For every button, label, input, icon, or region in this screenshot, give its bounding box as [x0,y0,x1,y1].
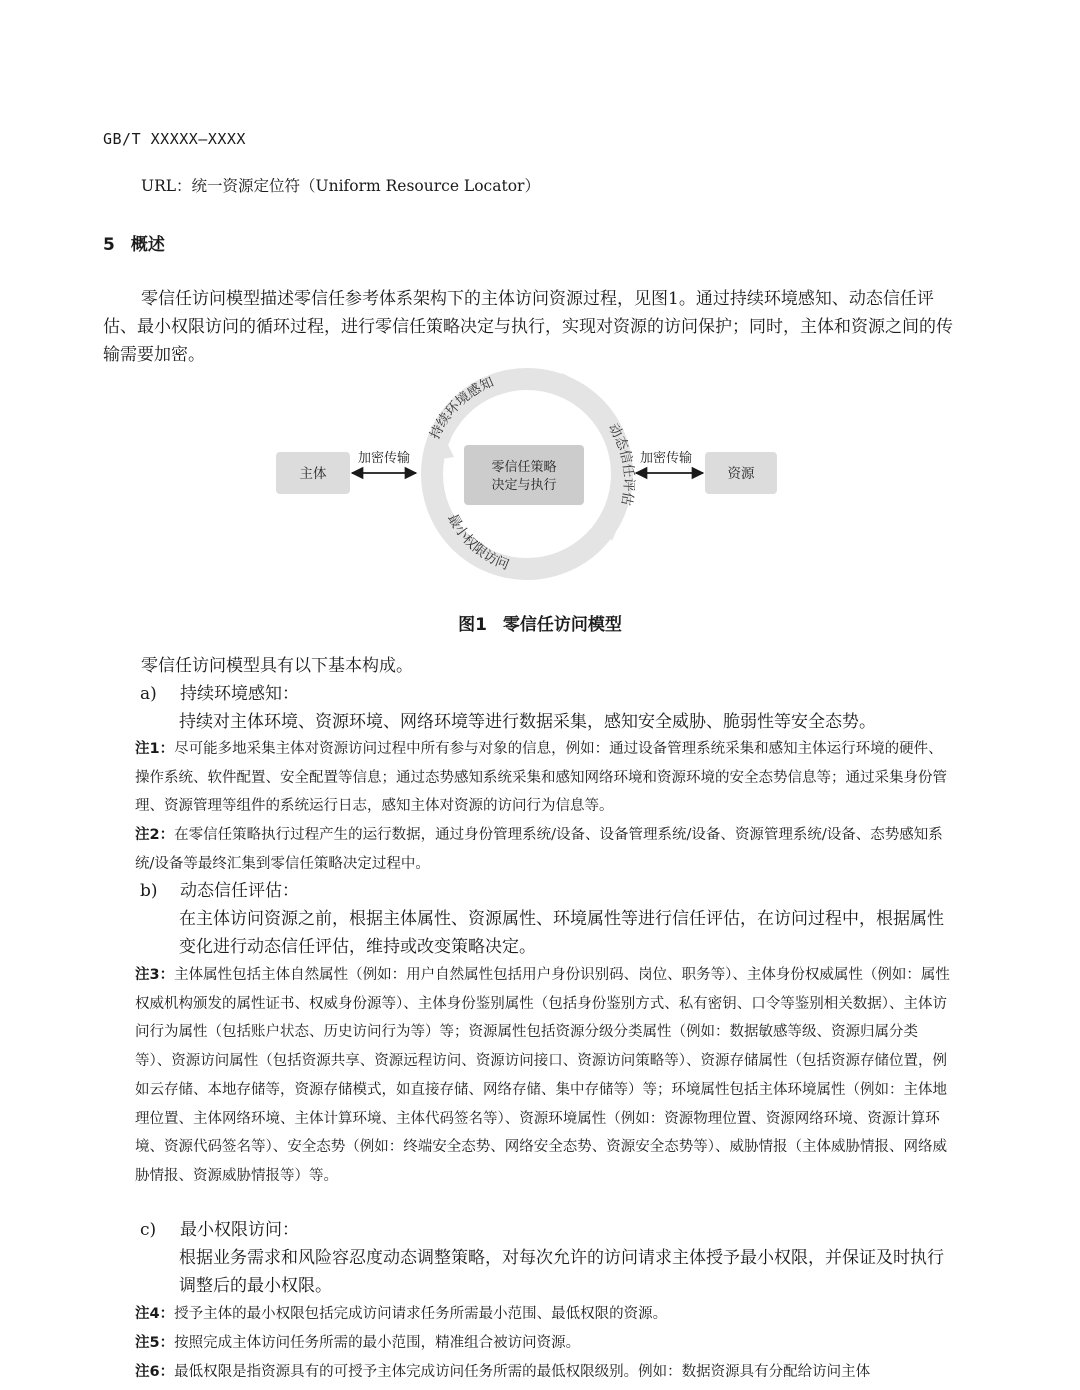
item-c-heading [140,1216,299,1244]
figure-number: 图1 [458,615,487,635]
note-3 [135,961,953,1191]
note-6-text: 最低权限是指资源具有的可授予主体完成访问任务所需的最低权限级别。例如：数据资源具有分配给访问主体 [174,1364,871,1380]
subject-label: 主体 [299,466,327,482]
arc-label-top: 持续环境感知 [426,374,497,442]
note-1-tag: 注1： [135,741,175,757]
url-definition: URL：统一资源定位符（Uniform Resource Locator） [141,177,540,195]
left-link-label: 加密传输 [357,451,411,466]
item-b-mark: b) [140,881,158,901]
item-a-mark: a) [140,684,157,704]
note-2-text: 在零信任策略执行过程产生的运行数据，通过身份管理系统/设备、设备管理系统/设备、资源管理系统/设备、态势感知系统/设备等最终汇集到零信任策略决定过程中。 [135,827,943,872]
item-c-label: 最小权限访问： [180,1220,299,1240]
note-3-tag: 注3： [135,967,175,983]
note-2 [135,821,953,878]
zero-trust-diagram [270,365,790,590]
resource-label: 资源 [727,466,755,482]
item-c-body: 根据业务需求和风险容忍度动态调整策略，对每次允许的访问请求主体授予最小权限，并保证及时执行调整后的最小权限。 [179,1248,944,1296]
arc-label-right: 动态信任评估 [604,420,637,507]
item-b-label: 动态信任评估： [180,881,299,901]
note-1-text: 尽可能多地采集主体对资源访问过程中所有参与对象的信息，例如：通过设备管理系统采集和感知主体运行环境的硬件、操作系统、软件配置、安全配置等信息；通过态势感知系统采集和感知网络环境和资源环境的安全态势信息等；通过采集身份管理、资源管理等组件的系统运行日志，感知主体对资源的访问行为信息等。 [135,741,947,815]
item-a-label: 持续环境感知： [180,684,299,704]
note-4 [135,1300,953,1329]
item-c-mark: c) [140,1220,157,1240]
item-a-body: 持续对主体环境、资源环境、网络环境等进行数据采集，感知安全威胁、脆弱性等安全态势。 [179,712,876,732]
policy-center-line1: 零信任策略 [491,460,557,475]
policy-center-box [464,445,584,505]
section-heading [103,230,165,255]
note-4-tag: 注4： [135,1306,175,1322]
note-6-tag: 注6： [135,1364,175,1380]
note-5 [135,1329,953,1358]
right-link-label: 加密传输 [639,451,693,466]
note-4-text: 授予主体的最小权限包括完成访问请求任务所需最小范围、最低权限的资源。 [174,1306,668,1322]
arc-label-bottom: 最小权限访问 [444,511,512,574]
figure-caption [0,610,1080,635]
note-6 [135,1358,953,1387]
note-2-tag: 注2： [135,827,175,843]
note-5-tag: 注5： [135,1335,175,1351]
lead-sentence: 零信任访问模型具有以下基本构成。 [141,656,413,676]
note-3-text: 主体属性包括主体自然属性（例如：用户自然属性包括用户身份识别码、岗位、职务等）、主体身份权威属性（例如：属性权威机构颁发的属性证书、权威身份源等）、主体身份鉴别属性（包括身份鉴别方式、私有密钥、口令等鉴别相关数据）、主体访问行为属性（包括账户状态、历史访问行为等）等；资源属性包括资源分级分类属性（例如：数据敏感等级、资源归属分类等）、资源访问属性（包括资源共享、资源远程访问、资源访问接口、资源访问策略等）、资源存储属性（包括资源存储位置，例如云存储、本地存储等，资源存储模式，如直接存储、网络存储、集中存储等）等；环境属性包括主体环境属性（例如：主体地理位置、主体网络环境、主体计算环境、主体代码签名等）、资源环境属性（例如：资源物理位置、资源网络环境、资源计算环境、资源代码签名等）、安全态势（例如：终端安全态势、网络安全态势、资源安全态势等）、威胁情报（主体威胁情报、网络威胁情报、资源威胁情报等）等。 [135,967,950,1184]
figure-title: 零信任访问模型 [502,615,622,635]
intro-paragraph: 零信任访问模型描述零信任参考体系架构下的主体访问资源过程，见图1。通过持续环境感知、动态信任评估、最小权限访问的循环过程，进行零信任策略决定与执行，实现对资源的访问保护；同时，主体和资源之间的传输需要加密。 [103,289,953,365]
section-title: 概述 [130,235,165,255]
standard-code: GB/T XXXXX—XXXX [103,130,246,148]
section-number: 5 [103,235,115,255]
note-5-text: 按照完成主体访问任务所需的最小范围，精准组合被访问资源。 [174,1335,581,1351]
item-b-body: 在主体访问资源之前，根据主体属性、资源属性、环境属性等进行信任评估，在访问过程中，根据属性变化进行动态信任评估，维持或改变策略决定。 [179,909,944,957]
note-1 [135,735,953,821]
policy-center-line2: 决定与执行 [491,478,557,493]
item-a-heading [140,680,299,708]
item-b-heading [140,877,299,905]
